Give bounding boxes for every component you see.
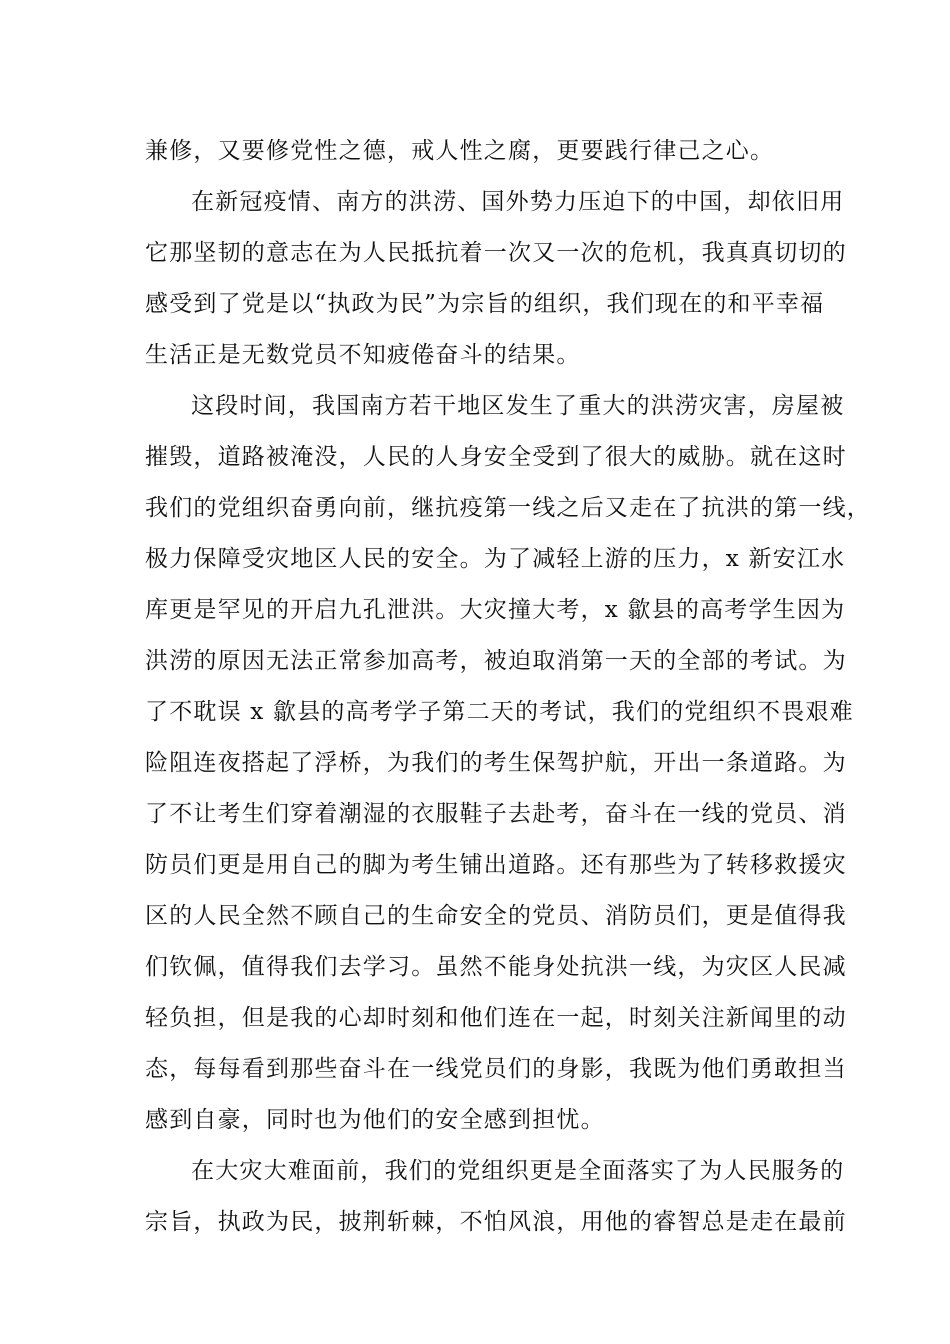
text-line: 我们的党组织奋勇向前，继抗疫第一线之后又走在了抗洪的第一线， xyxy=(145,495,871,521)
text-line: 险阻连夜搭起了浮桥，为我们的考生保驾护航，开出一条道路。为 xyxy=(145,750,847,776)
text-line: 极力保障受灾地区人民的安全。为了减轻上游的压力，x 新安江水 xyxy=(145,546,846,572)
text-line: 摧毁，道路被淹没，人民的人身安全受到了很大的威胁。就在这时 xyxy=(145,444,847,470)
paragraph-first-line: 在大灾大难面前，我们的党组织更是全面落实了为人民服务的 xyxy=(191,1158,845,1184)
text-line: 它那坚韧的意志在为人民抵抗着一次又一次的危机，我真真切切的 xyxy=(145,240,847,266)
text-line: 了不让考生们穿着潮湿的衣服鞋子去赴考，奋斗在一线的党员、消 xyxy=(145,801,847,827)
text-line: 感受到了党是以“执政为民”为宗旨的组织，我们现在的和平幸福 xyxy=(145,291,825,317)
text-line: 轻负担，但是我的心却时刻和他们连在一起，时刻关注新闻里的动 xyxy=(145,1005,847,1031)
text-line: 们钦佩，值得我们去学习。虽然不能身处抗洪一线，为灾区人民减 xyxy=(145,954,847,980)
text-line: 防员们更是用自己的脚为考生铺出道路。还有那些为了转移救援灾 xyxy=(145,852,847,878)
paragraph-first-line: 这段时间，我国南方若干地区发生了重大的洪涝灾害，房屋被 xyxy=(191,393,845,419)
text-line: 区的人民全然不顾自己的生命安全的党员、消防员们，更是值得我 xyxy=(145,903,847,929)
text-line: 宗旨，执政为民，披荆斩棘，不怕风浪，用他的睿智总是走在最前 xyxy=(145,1209,847,1235)
text-line: 兼修，又要修党性之德，戒人性之腐，更要践行律己之心。 xyxy=(145,138,775,164)
text-line: 感到自豪，同时也为他们的安全感到担忧。 xyxy=(145,1107,605,1133)
paragraph-first-line: 在新冠疫情、南方的洪涝、国外势力压迫下的中国，却依旧用 xyxy=(191,189,845,215)
text-line: 洪涝的原因无法正常参加高考，被迫取消第一天的全部的考试。为 xyxy=(145,648,847,674)
text-line: 态，每每看到那些奋斗在一线党员们的身影，我既为他们勇敢担当 xyxy=(145,1056,847,1082)
text-line: 生活正是无数党员不知疲倦奋斗的结果。 xyxy=(145,342,581,368)
text-line: 库更是罕见的开启九孔泄洪。大灾撞大考，x 歙县的高考学生因为 xyxy=(145,597,846,623)
text-line: 了不耽误 x 歙县的高考学子第二天的考试，我们的党组织不畏艰难 xyxy=(145,699,854,725)
